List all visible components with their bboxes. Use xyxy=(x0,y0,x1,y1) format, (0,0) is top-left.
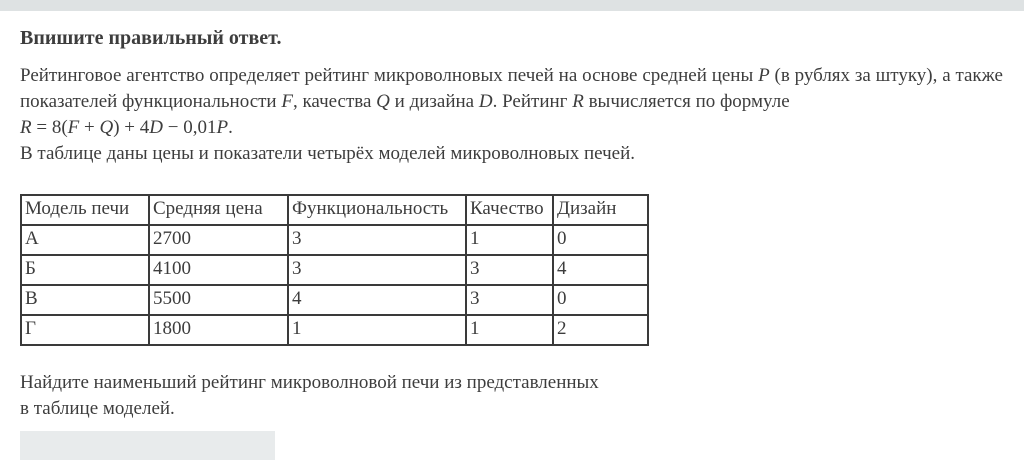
cell-price: 2700 xyxy=(149,225,288,255)
top-bar xyxy=(0,0,1024,11)
cell-price: 5500 xyxy=(149,285,288,315)
cell-price: 1800 xyxy=(149,315,288,345)
cell-model: В xyxy=(21,285,149,315)
column-header-model: Модель печи xyxy=(21,195,149,225)
column-header-price: Средняя цена xyxy=(149,195,288,225)
cell-quality: 1 xyxy=(466,315,553,345)
column-header-quality: Качество xyxy=(466,195,553,225)
cell-quality: 3 xyxy=(466,285,553,315)
column-header-functionality: Функциональность xyxy=(288,195,466,225)
answer-area xyxy=(20,431,1003,460)
rating-formula: R = 8(F + Q) + 4D − 0,01P. xyxy=(20,117,233,138)
answer-input[interactable] xyxy=(20,431,275,460)
column-header-design: Дизайн xyxy=(553,195,648,225)
cell-model: Б xyxy=(21,255,149,285)
question-text xyxy=(20,370,1003,422)
table-row xyxy=(21,285,648,315)
cell-func: 4 xyxy=(288,285,466,315)
problem-statement: Рейтинговое агентство определяет рейтинг микроволновых печей на основе средней цены P (в рублях за штуку), а также показателей функциональности F, качества Q и дизайна D. Рейтинг R вычисляется по формуле xyxy=(20,65,1003,112)
cell-design: 2 xyxy=(553,315,648,345)
table-row xyxy=(21,315,648,345)
prompt-title: Впишите правильный ответ. xyxy=(20,27,282,49)
cell-func: 3 xyxy=(288,225,466,255)
cell-quality: 1 xyxy=(466,225,553,255)
cell-design: 0 xyxy=(553,285,648,315)
cell-func: 1 xyxy=(288,315,466,345)
task-content xyxy=(0,11,1024,460)
table-note: В таблице даны цены и показатели четырёх моделей микроволновых печей. xyxy=(20,143,636,164)
cell-quality: 3 xyxy=(466,255,553,285)
ovens-table xyxy=(20,194,649,346)
table-header-row xyxy=(21,195,648,225)
question-line-1: Найдите наименьший рейтинг микроволновой печи из представленных xyxy=(20,372,599,393)
cell-model: Г xyxy=(21,315,149,345)
cell-design: 0 xyxy=(553,225,648,255)
cell-design: 4 xyxy=(553,255,648,285)
cell-price: 4100 xyxy=(149,255,288,285)
cell-func: 3 xyxy=(288,255,466,285)
table-row xyxy=(21,225,648,255)
cell-model: А xyxy=(21,225,149,255)
table-row xyxy=(21,255,648,285)
question-line-2: в таблице моделей. xyxy=(20,398,175,419)
